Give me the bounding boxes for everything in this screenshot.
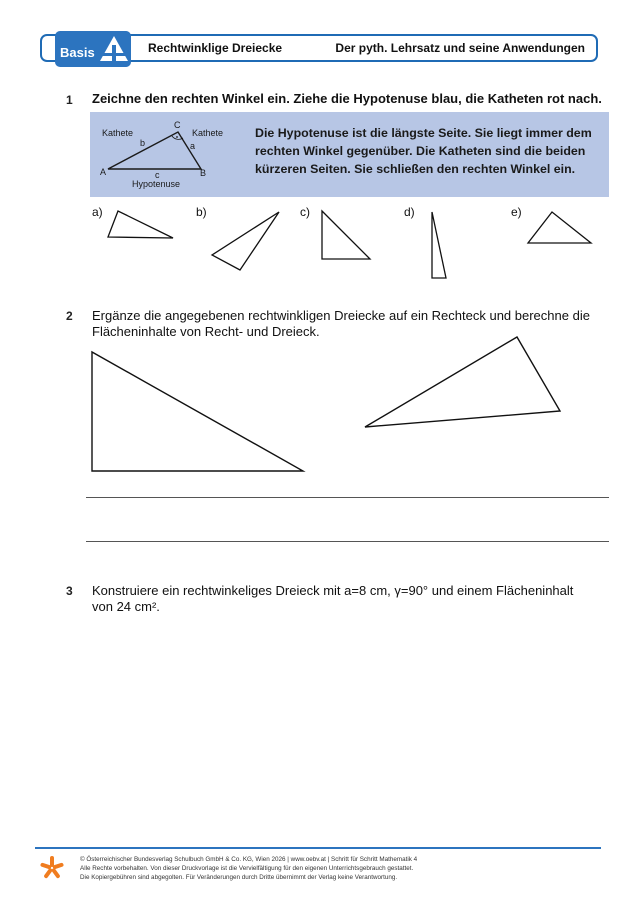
- footer-divider: [35, 847, 601, 849]
- footer-disclaimer: Die Kopiergebühren sind abgegolten. Für Veränderungen durch Dritte übernimmt der Verlag keine Verantwortung.: [80, 874, 398, 881]
- triangle-b: [212, 212, 279, 270]
- task-instruction: Zeichne den rechten Winkel ein. Ziehe die Hypotenuse blau, die Katheten rot nach.: [92, 91, 602, 106]
- task-instruction: Konstruiere ein rechtwinkeliges Dreieck mit a=8 cm, γ=90° und einem Flächeninhalt von 24 cm².: [92, 583, 574, 614]
- worksheet-title: Rechtwinklige Dreiecke: [148, 41, 283, 55]
- item-label-a: a): [92, 205, 103, 219]
- vertex-c-label: C: [174, 120, 181, 130]
- task2-triangle-left: [92, 352, 303, 471]
- item-label-d: d): [404, 205, 415, 219]
- triangle-a: [108, 211, 173, 238]
- item-label-c: c): [300, 205, 310, 219]
- triangle-d: [432, 212, 446, 278]
- hypotenuse-label: Hypotenuse: [132, 179, 181, 189]
- task-instruction: Ergänze die angegebenen rechtwinkligen Dreiecke auf ein Rechteck und berechne die Flächeninhalte von Recht- und Dreieck.: [92, 308, 590, 339]
- side-a-label: a: [190, 141, 196, 151]
- item-label-b: b): [196, 205, 207, 219]
- kathete-label-left: Kathete: [102, 128, 134, 138]
- answer-line: [86, 541, 609, 542]
- level-badge-label: Basis: [60, 45, 95, 60]
- side-c-label: c: [155, 170, 160, 180]
- chapter-title: Der pyth. Lehrsatz und seine Anwendungen: [335, 41, 585, 55]
- vertex-b-label: B: [200, 168, 207, 178]
- publisher-logo-icon: [39, 855, 65, 881]
- footer-copyright: © Österreichischer Bundesverlag Schulbuch GmbH & Co. KG, Wien 2026 | www.oebv.at | Schritt für Schritt Mathematik 4: [80, 856, 418, 863]
- side-b-label: b: [140, 138, 146, 148]
- task-number: 1: [66, 93, 73, 107]
- triangle-c: [322, 211, 370, 259]
- kathete-label-right: Kathete: [192, 128, 224, 138]
- info-text: Die Hypotenuse ist die längste Seite. Sie liegt immer dem rechten Winkel gegenüber. Die Katheten sind die beiden kürzeren Seiten. Sie schließen den rechten Winkel ein.: [255, 126, 592, 176]
- item-label-e: e): [511, 205, 522, 219]
- task-number: 2: [66, 309, 73, 323]
- answer-line: [86, 497, 609, 498]
- vertex-a-label: A: [100, 167, 107, 177]
- task-number: 3: [66, 584, 73, 598]
- task2-triangle-right: [365, 337, 560, 427]
- triangle-e: [528, 212, 591, 243]
- footer-rights: Alle Rechte vorbehalten. Von dieser Druckvorlage ist die Vervielfältigung für den eigenen Unterrichtsgebrauch gestattet.: [80, 865, 414, 872]
